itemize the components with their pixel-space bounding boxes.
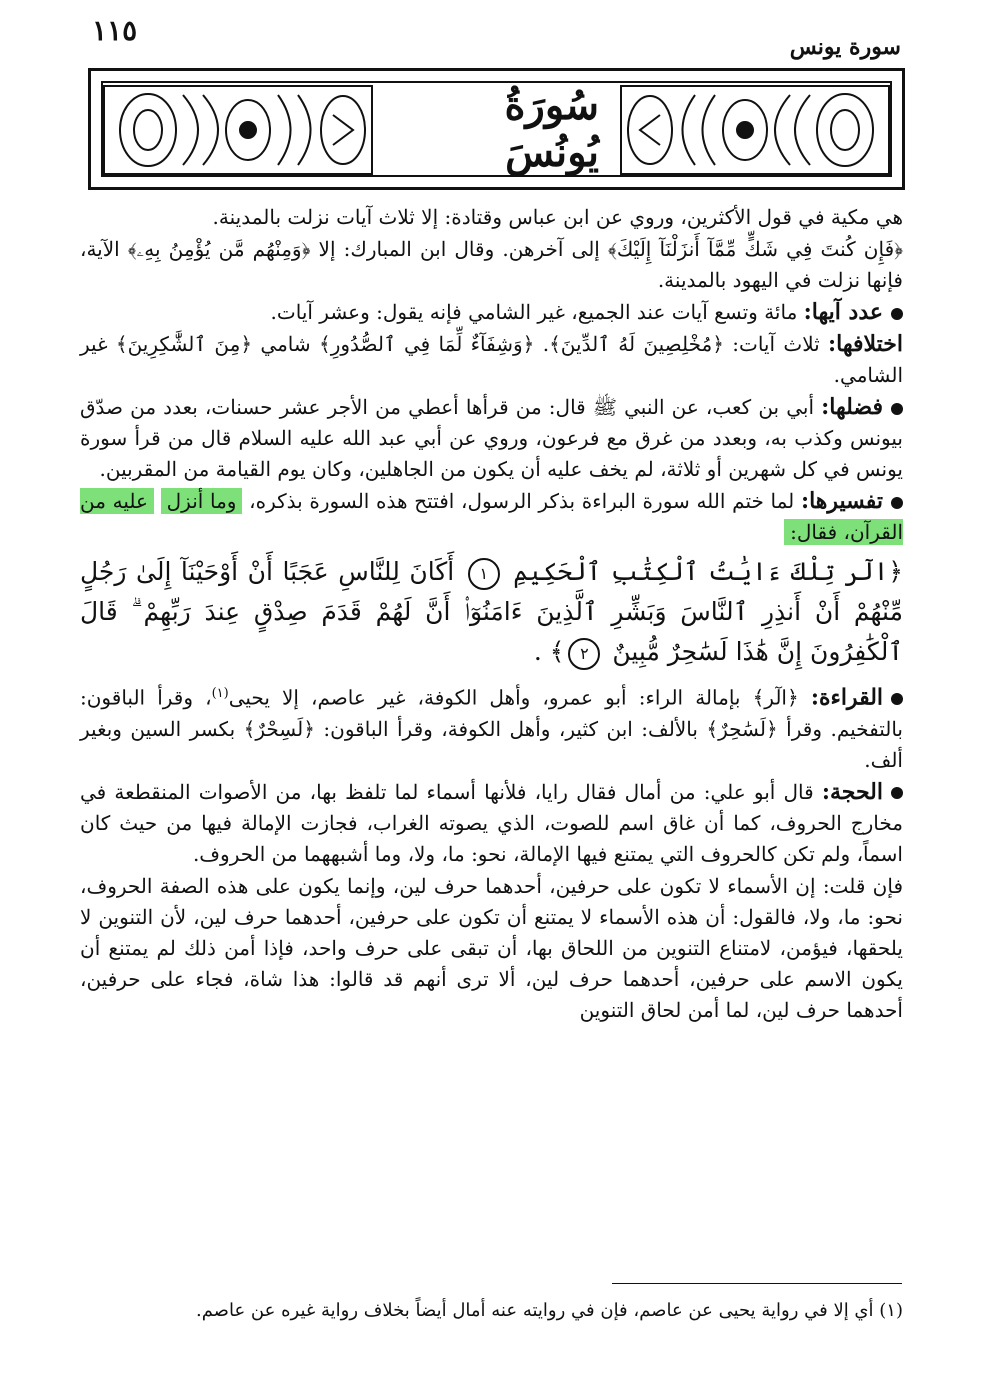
bullet-icon <box>891 308 903 320</box>
section-heading: عدد آيها: <box>803 299 883 325</box>
verse-text-2: أَكَانَ لِلنَّاسِ عَجَبًا أَنْ أَوْحَيْنَآ إِلَىٰ رَجُلٍ مِّنْهُمْ أَنْ أَنذِرِ ٱلنَّاسَ وَبَشِّرِ ٱلَّذِينَ ءَامَنُوٓا۟ أَنَّ لَهُمْ قَدَمَ صِدْقٍ عِندَ رَبِّهِمْ ۗ قَالَ ٱلْكَٰفِرُونَ إِنَّ هَٰذَا لَسَٰحِرٌ مُّبِينٌ <box>80 557 903 666</box>
page-body <box>80 202 903 1026</box>
intro-paragraph: هي مكية في قول الأكثرين، وروي عن ابن عباس وقتادة: إلا ثلاث آيات نزلت بالمدينة. <box>212 205 903 229</box>
verse-count-section <box>80 297 903 328</box>
section-heading: تفسيرها: <box>800 488 884 514</box>
section-text-2: ، وقرأ الباقون: بالتفخيم. وقرأ ﴿لَسَٰحِرٌ﴾ بالألف: ابن كثير، وأهل الكوفة، وقرأ الباقون: ﴿لَسِحْرٌ﴾ بكسر السين وبغير ألف. <box>80 685 903 772</box>
footnote-reference[interactable]: (١) <box>211 686 229 701</box>
footnote <box>150 1298 903 1324</box>
argument-section <box>80 777 903 870</box>
arabesque-ornament-left-icon <box>103 85 373 175</box>
bullet-icon <box>891 497 903 509</box>
bullet-icon <box>891 693 903 705</box>
verse-differences-section <box>80 329 903 391</box>
objection-paragraph: فإن قلت: إن الأسماء لا تكون على حرفين، أحدهما حرف لين، وإنما يكون على هذه الصفة الحروف، نحو: ما، ولا، فالقول: أن هذه الأسماء لا يمتنع أن تكون على حرفين، أحدهما حرف لين، لأن التنوين لا يلحقها، فيؤمن، لامتناع التنوين من اللحاق بها، أن تبقى على حرف واحد، فإذا أمن ذلك لم يمتنع أن يكون الاسم على حرفين، أحدهما حرف لين، ألا ترى أنهم قد قالوا: هذا شاة، فجاء على حرفين، أحدهما حرف لين، لما أمن لحاق التنوين <box>80 873 903 1022</box>
section-heading: الحجة: <box>821 778 883 805</box>
ayah-number-marker-2: ٢ <box>568 638 600 670</box>
footnote-divider <box>612 1283 902 1284</box>
section-heading: القراءة: <box>810 684 884 711</box>
bullet-icon <box>891 787 903 799</box>
virtue-section <box>80 392 903 485</box>
page-number: ١١٥ <box>92 14 138 47</box>
section-text: مائة وتسع آيات عند الجميع، غير الشامي فإنه يقول: وعشر آيات. <box>270 300 798 324</box>
arabesque-ornament-right-icon <box>620 85 890 175</box>
tafsir-section <box>80 486 903 548</box>
footnote-text: أي إلا في رواية يحيى عن عاصم، فإن في روايته عنه أمال أيضاً بخلاف رواية غيره عن عاصم. <box>195 1300 874 1321</box>
reading-section <box>80 678 903 776</box>
section-text: ثلاث آيات: ﴿مُخْلِصِينَ لَهُ ٱلدِّينَ﴾. ﴿وَشِفَآءٌ لِّمَا فِي ٱلصُّدُورِ﴾ شامي ﴿مِنَ ٱلشَّٰكِرِينَ﴾ غير الشامي. <box>80 332 903 387</box>
highlighted-text[interactable]: وما أنزل <box>161 488 243 514</box>
surah-banner <box>88 68 905 190</box>
section-text: قال أبو علي: من أمال فقال رايا، فلأنها أسماء لما تلفظ بها، من الأصوات المنقطعة في مخارج الحروف، كما أن غاق اسم للصوت، الذي يصوته الغراب، فجازت الإمالة فيها من حيث كان اسماً، ولم تكن كالحروف التي يمتنع فيها الإمالة، نحو: ما، ولا، وما أشبههما من الحروف. <box>80 779 903 866</box>
intro-paragraph-2: ﴿فَإِن كُنتَ فِي شَكٍّ مِّمَّآ أَنزَلْنَآ إِلَيْكَ﴾ إلى آخرهن. وقال ابن المبارك: إلا ﴿وَمِنْهُم مَّن يُؤْمِنُ بِهِۦ﴾ الآية، فإنها نزلت في اليهود بالمدينة. <box>80 237 903 292</box>
verse-end: ﴾ . <box>533 637 565 666</box>
running-header-title: سورة يونس <box>789 34 901 60</box>
bullet-icon <box>891 403 903 415</box>
section-text: أبي بن كعب، عن النبي ﷺ قال: من قرأها أعطي من الأجر عشر حسنات، بعدد من صدّق بيونس وكذب به، وبعدد من غرق مع فرعون، وروي عن أبي عبد الله عليه السلام قال من قرأ سورة يونس في كل شهرين أو ثلاثة، لم يخف عليه أن يكون من الجاهلين، وكان يوم القيامة من المقربين. <box>80 395 903 481</box>
verse-text: ﴿الٓر تِلْكَ ءَايَٰتُ ٱلْكِتَٰبِ ٱلْحَكِيمِ <box>513 557 903 586</box>
section-heading: فضلها: <box>821 394 883 420</box>
section-text: لما ختم الله سورة البراءة بذكر الرسول، افتتح هذه السورة بذكره، <box>249 489 795 513</box>
section-text: ﴿الٓر﴾ بإمالة الراء: أبو عمرو، وأهل الكوفة، غير عاصم، إلا يحيى <box>228 685 799 710</box>
surah-title-cartouche: سُورَةُ يُونُسَ <box>504 82 599 176</box>
highlighted-text-2[interactable]: عليه من القرآن، فقال: <box>80 489 903 544</box>
footnote-marker: (١) <box>879 1300 903 1321</box>
section-heading: اختلافها: <box>828 331 904 357</box>
quran-verse-block <box>80 552 903 672</box>
ayah-number-marker: ١ <box>468 558 500 590</box>
